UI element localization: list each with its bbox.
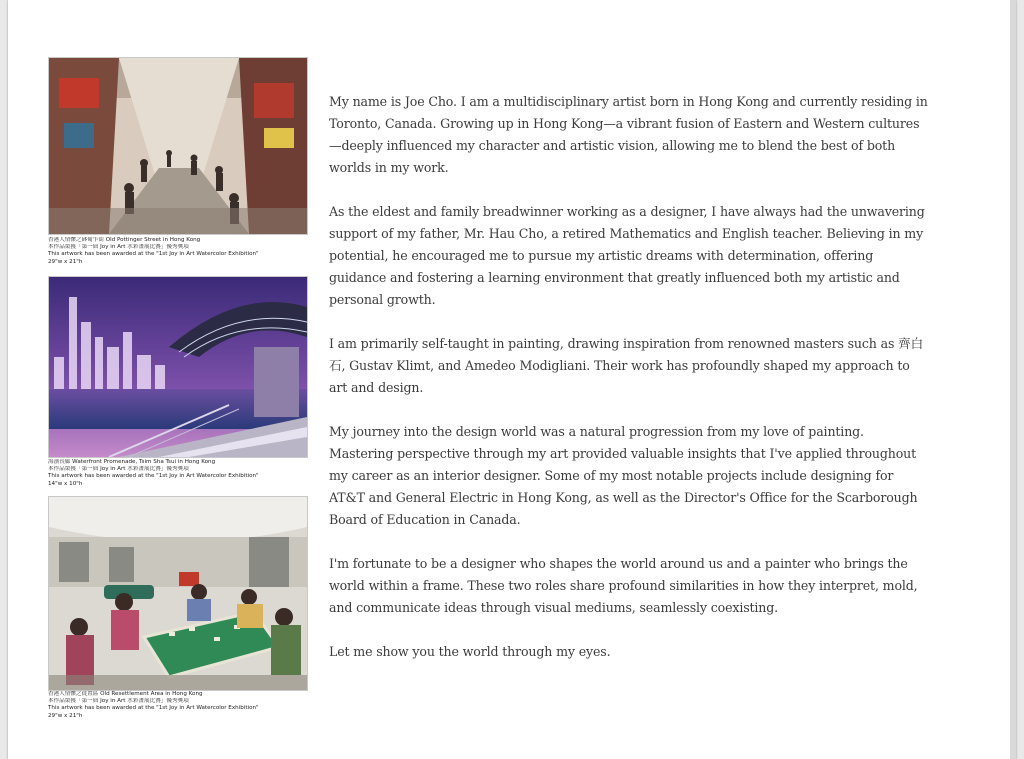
caption-award-cn: 本作品榮獲「第一屆 Joy in Art 水彩畫展比賽」優秀獎項 [48, 244, 189, 251]
caption-award-en: This artwork has been awarded at the "1st Joy in Art Watercolor Exhibition" [48, 473, 259, 480]
artwork-caption [48, 691, 306, 720]
caption-size: 29"w x 21"h [48, 712, 83, 719]
artwork-waterfront-promenade [48, 276, 308, 458]
page-edge [1010, 0, 1016, 759]
bio-paragraph: My journey into the design world was a natural progression from my love of painting. Mastering perspective through my art provided valuable insights that I've applied throughout my career as an interior designer. Some of my most notable projects include designing for AT&T and General Electric in Hong Kong, as well as the Director's Office for the Scarborough Board of Education in Canada. [329, 424, 918, 527]
artwork-street-market [48, 57, 308, 235]
caption-size: 29"w x 21"h [48, 258, 83, 265]
caption-award-cn: 本作品榮獲「第一屆 Joy in Art 水彩畫展比賽」優秀獎項 [48, 466, 189, 473]
bio-paragraph: I'm fortunate to be a designer who shapes the world around us and a painter who brings the world within a frame. These two roles share profound similarities in how they interpret, mold, and communicate ideas through visual mediums, seamlessly coexisting. [329, 556, 918, 615]
bio-paragraph: My name is Joe Cho. I am a multidisciplinary artist born in Hong Kong and currently residing in Toronto, Canada. Growing up in Hong Kong—a vibrant fusion of Eastern and Western cultures—deeply influenced my character and artistic vision, allowing me to blend the best of both worlds in my work. [329, 94, 928, 175]
caption-title: 香港人情懷之砵甸乍街 Old Pottinger Street in Hong Kong [48, 237, 201, 243]
caption-title: 香港人情懷之徙置區 Old Resettlement Area in Hong Kong [48, 691, 203, 697]
bio-paragraph: As the eldest and family breadwinner working as a designer, I have always had the unwavering support of my father, Mr. Hau Cho, a retired Mathematics and English teacher. Believing in my potential, he encouraged me to pursue my artistic dreams with determination, offering guidance and fostering a learning environment that greatly influenced both my artistic and personal growth. [329, 204, 925, 307]
caption-award-en: This artwork has been awarded at the "1st Joy in Art Watercolor Exhibition" [48, 251, 259, 258]
artwork-caption [48, 237, 306, 266]
caption-award-en: This artwork has been awarded at the "1st Joy in Art Watercolor Exhibition" [48, 705, 259, 712]
bio-paragraph: I am primarily self-taught in painting, drawing inspiration from renowned masters such as 齊白石, Gustav Klimt, and Amedeo Modigliani. Their work has profoundly shaped my approach to art and design. [329, 336, 924, 395]
biography-text [329, 91, 929, 685]
bio-paragraph: Let me show you the world through my eyes. [329, 644, 611, 659]
caption-award-cn: 本作品榮獲「第一屆 Joy in Art 水彩畫展比賽」優秀獎項 [48, 698, 189, 705]
caption-title: 海濱長廊 Waterfront Promenade, Tsim Sha Tsui in Hong Kong [48, 459, 216, 465]
artwork-caption [48, 459, 306, 488]
artwork-resettlement-area [48, 496, 308, 691]
caption-size: 14"w x 10"h [48, 480, 83, 487]
document-page [8, 0, 1016, 759]
